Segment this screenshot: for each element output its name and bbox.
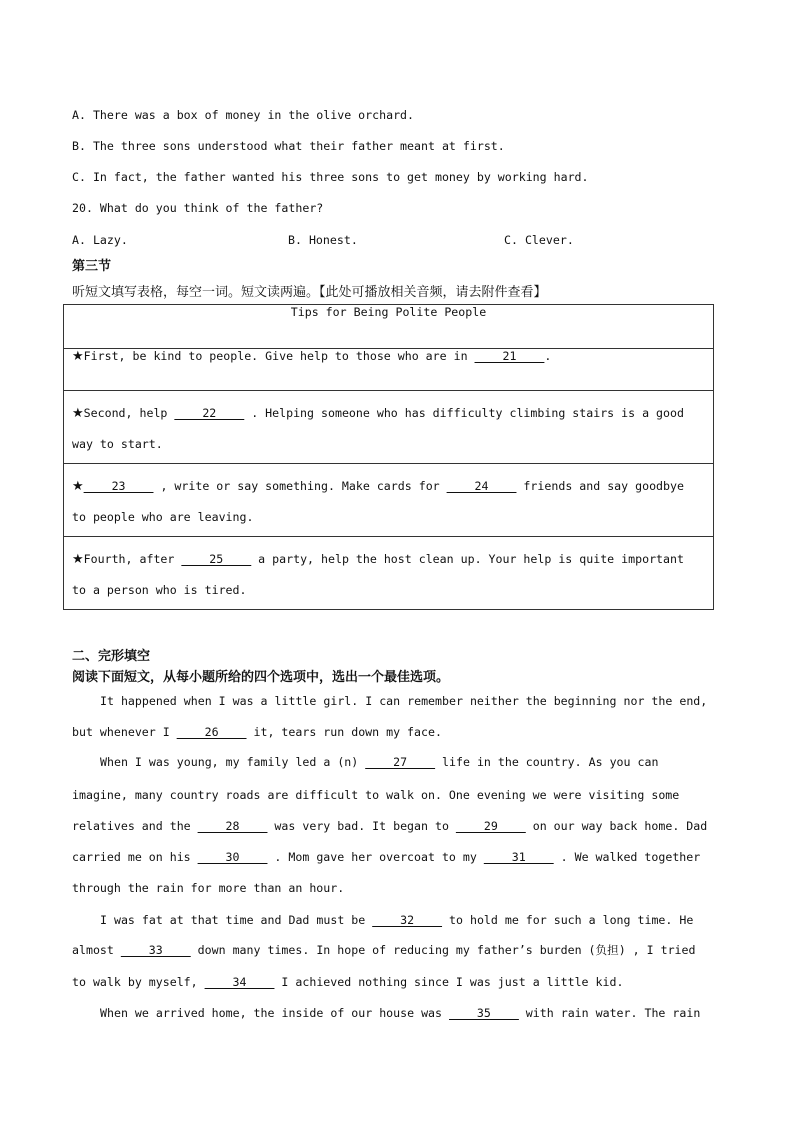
table-row-3 (64, 464, 714, 537)
star-icon: ★ (72, 479, 84, 494)
blank-28[interactable]: ____28____ (197, 819, 268, 833)
blank-22[interactable]: ____22____ (174, 406, 245, 420)
blank-24[interactable]: ____24____ (446, 479, 517, 493)
blank-23[interactable]: ____23____ (83, 479, 154, 493)
passage-line: imagine, many country roads are difficult to walk on. One evening we were visiting some (72, 788, 680, 802)
section3-instruction: 听短文填写表格，每空一词。短文读两遍。【此处可播放相关音频，请去附件查看】 (72, 285, 547, 300)
blank-34[interactable]: ____34____ (204, 975, 275, 989)
passage-line: It happened when I was a little girl. I can remember neither the beginning nor the end, (100, 694, 708, 708)
row3-line2: to people who are leaving. (72, 510, 254, 524)
blank-27[interactable]: ____27____ (365, 755, 436, 769)
passage-line: through the rain for more than an hour. (72, 881, 345, 895)
part2-heading: 二、完形填空 (72, 649, 151, 664)
row2-text-end: . Helping someone who has difficulty climbing stairs is a good (244, 406, 684, 420)
q19-option-a: A. There was a box of money in the olive orchard. (72, 108, 415, 122)
row2-text: Second, help (83, 406, 175, 420)
passage-line: I was fat at that time and Dad must be ____32____ to hold me for such a long time. He (100, 913, 694, 927)
tips-table (63, 304, 714, 610)
passage-line: When we arrived home, the inside of our house was ____35____ with rain water. The rain (100, 1006, 701, 1020)
row4-text-end: a party, help the host clean up. Your help is quite important (251, 552, 684, 566)
passage-line: carried me on his ____30____ . Mom gave her overcoat to my ____31____ . We walked together (72, 850, 701, 864)
table-row-2 (64, 391, 714, 464)
blank-32[interactable]: ____32____ (372, 913, 443, 927)
row1-end: . (544, 349, 552, 363)
q20-option-c: C. Clever. (504, 233, 574, 247)
table-row-1 (64, 349, 714, 391)
blank-30[interactable]: ____30____ (197, 850, 268, 864)
passage-line: but whenever I ____26____ it, tears run down my face. (72, 725, 442, 739)
row4-line2: to a person who is tired. (72, 583, 247, 597)
blank-33[interactable]: ____33____ (120, 943, 191, 957)
section3-heading: 第三节 (72, 259, 112, 274)
passage-line: When I was young, my family led a (n) ____27____ life in the country. As you can (100, 755, 659, 769)
passage-line: to walk by myself, ____34____ I achieved nothing since I was just a little kid. (72, 975, 624, 989)
table-title: Tips for Being Polite People (64, 305, 714, 349)
row1-text: First, be kind to people. Give help to those who are in (83, 349, 475, 363)
row4-text: Fourth, after (83, 552, 182, 566)
blank-26[interactable]: ____26____ (176, 725, 247, 739)
star-icon: ★ (72, 349, 84, 364)
blank-21[interactable]: ____21____ (474, 349, 545, 363)
table-row-4 (64, 537, 714, 610)
blank-35[interactable]: ____35____ (449, 1006, 519, 1020)
q20-stem: 20. What do you think of the father? (72, 201, 324, 215)
q19-option-c: C. In fact, the father wanted his three sons to get money by working hard. (72, 170, 589, 184)
q20-option-b: B. Honest. (288, 233, 358, 247)
star-icon: ★ (72, 552, 84, 567)
q20-option-a: A. Lazy. (72, 233, 128, 247)
row3-text-end: friends and say goodbye (516, 479, 684, 493)
blank-29[interactable]: ____29____ (455, 819, 526, 833)
q19-option-b: B. The three sons understood what their father meant at first. (72, 139, 505, 153)
passage-line: almost ____33____ down many times. In hope of reducing my father’s burden (负担) , I tried (72, 943, 696, 957)
star-icon: ★ (72, 406, 84, 421)
blank-25[interactable]: ____25____ (181, 552, 252, 566)
row3-text: , write or say something. Make cards for (153, 479, 447, 493)
blank-31[interactable]: ____31____ (483, 850, 554, 864)
row2-line2: way to start. (72, 437, 163, 451)
part2-instruction: 阅读下面短文，从每小题所给的四个选项中，选出一个最佳选项。 (72, 670, 450, 685)
passage-line: relatives and the ____28____ was very bad. It began to ____29____ on our way back home. Dad (72, 819, 708, 833)
